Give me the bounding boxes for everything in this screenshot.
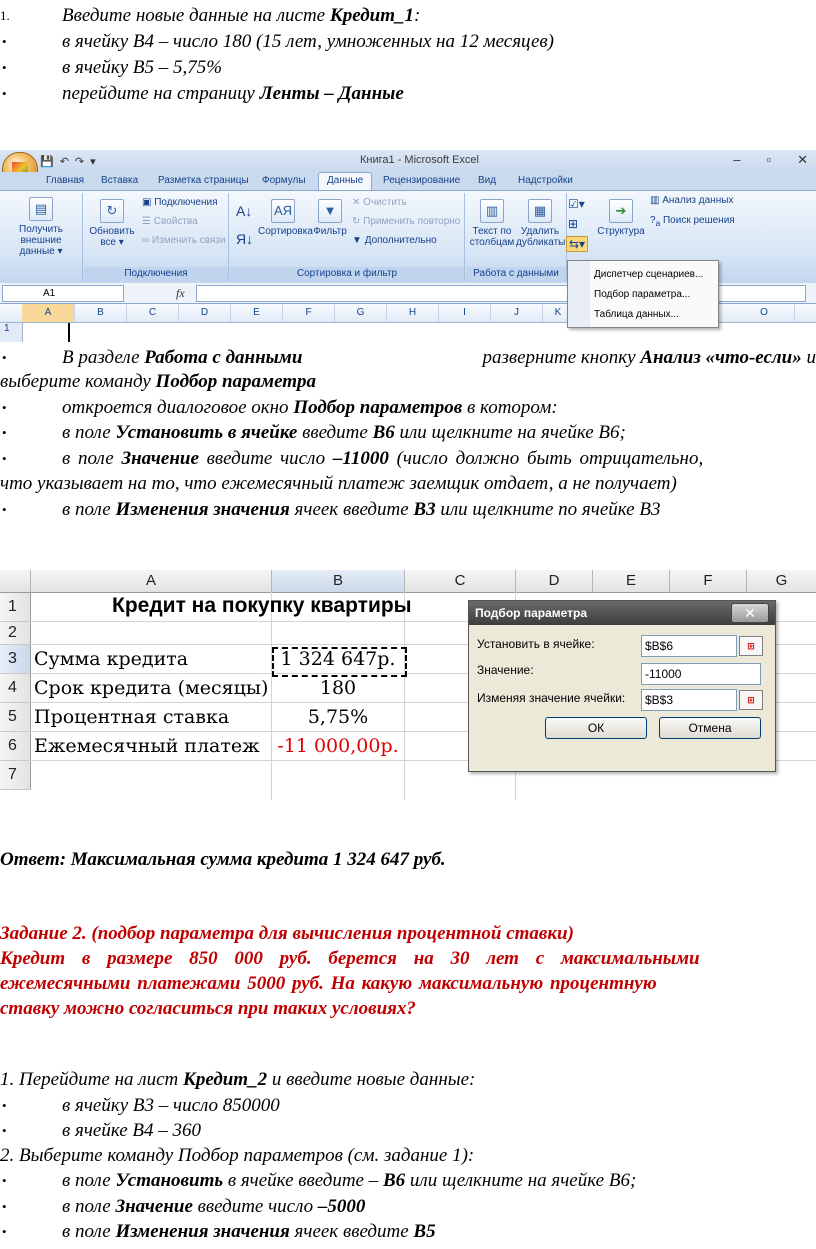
task2-text: ставку можно согласиться при таких условиях? <box>0 998 416 1019</box>
bullet-text: (число должно быть отрицательно, <box>388 448 704 469</box>
sheet-name: Кредит_2 <box>182 1069 268 1090</box>
row-header[interactable]: 6 <box>0 732 31 761</box>
changing-cell-input[interactable]: $B$3 <box>641 689 737 711</box>
bullet-text: в поле <box>62 1221 116 1242</box>
undo-icon[interactable]: ↶ <box>59 155 69 168</box>
text-to-columns-label: Текст по столбцам <box>469 226 515 248</box>
value-number: –11000 <box>332 448 389 469</box>
consolidate-icon[interactable]: ⊞ <box>568 217 579 231</box>
bullet-icon: • <box>2 1123 7 1138</box>
continuation-text: выберите команду <box>0 371 156 392</box>
dialog-name: Подбор параметров <box>293 397 463 418</box>
bullet-text: в поле <box>62 1170 116 1191</box>
row-header[interactable]: 5 <box>0 703 31 732</box>
column-header[interactable]: J <box>491 304 543 322</box>
value-input[interactable]: -11000 <box>641 663 761 685</box>
solver-label: Поиск решения <box>662 215 735 226</box>
step-1-text: Введите новые данные на листе <box>62 5 330 26</box>
group-label: Сортировка и фильтр <box>230 267 464 281</box>
ribbon-page-name: Ленты – Данные <box>259 83 404 104</box>
step-text: 1. Перейдите на лист <box>0 1069 183 1090</box>
cursor-marker <box>68 323 70 342</box>
spreadsheet-screenshot <box>0 570 816 800</box>
row-header[interactable]: 4 <box>0 674 31 703</box>
solver-button[interactable]: $?_a$ Поиск решения <box>650 215 735 228</box>
bullet-text: разверните кнопку <box>482 347 641 368</box>
sort-dialog-icon: АЯ <box>271 199 295 223</box>
group-label: Работа с данными <box>466 267 566 281</box>
cancel-button[interactable]: Отмена <box>659 717 761 739</box>
field-name: Значение <box>121 448 199 469</box>
column-header[interactable]: F <box>283 304 335 322</box>
sort-az-icon[interactable]: A↓ <box>236 203 253 219</box>
cell-ref: В5 <box>413 1221 436 1242</box>
bullet-text: ячеек введите <box>289 499 414 520</box>
tab-view[interactable]: Вид <box>478 175 497 186</box>
goal-seek-dialog <box>468 600 776 772</box>
column-header[interactable]: B <box>75 304 127 322</box>
tab-data[interactable]: Данные <box>318 172 372 192</box>
text-columns-icon: ▥ <box>480 199 504 223</box>
bullet-text: в поле <box>62 499 116 520</box>
cell-ref: В6 <box>382 1170 406 1191</box>
ok-button[interactable]: ОК <box>545 717 647 739</box>
window-title: Книга1 - Microsoft Excel <box>360 154 479 166</box>
answer-text: Ответ: Максимальная сумма кредита 1 324 647 руб. <box>0 849 446 870</box>
continuation-text: что указывает на то, что ежемесячный платеж заемщик отдает, а не получает) <box>0 473 677 494</box>
set-cell-label: Установить в ячейке: <box>477 637 595 651</box>
what-if-dropdown-menu <box>567 260 719 328</box>
command-name: Подбор параметра <box>155 371 317 392</box>
clear-label: Очистить <box>363 197 407 208</box>
bullet-text: в ячейку В5 – 5,75% <box>62 57 223 78</box>
sort-za-icon[interactable]: Я↓ <box>236 231 254 247</box>
customize-qat-icon[interactable]: ▾ <box>90 155 96 168</box>
tab-formulas[interactable]: Формулы <box>262 175 306 186</box>
title-bar <box>0 150 816 172</box>
bullet-icon: • <box>2 350 7 365</box>
row-header[interactable]: 7 <box>0 761 31 790</box>
outline-arrow-icon: ➔ <box>609 199 633 223</box>
properties-label: Свойства <box>153 216 198 227</box>
column-header[interactable]: A <box>31 570 272 593</box>
label-loan-amount[interactable]: Сумма кредита <box>34 648 189 670</box>
row-header[interactable]: 3 <box>0 645 31 674</box>
redo-icon[interactable]: ↷ <box>74 155 85 168</box>
column-header[interactable]: E <box>231 304 283 322</box>
column-header[interactable]: C <box>127 304 179 322</box>
column-header[interactable]: G <box>747 570 816 593</box>
bullet-icon: • <box>2 1224 7 1239</box>
restore-icon[interactable]: ▫ <box>766 152 772 167</box>
what-if-analysis-icon[interactable]: ⇆▾ <box>566 236 588 252</box>
menu-icon-strip <box>568 261 590 327</box>
tab-addins[interactable]: Надстройки <box>518 175 573 186</box>
bullet-text: или щелкните по ячейке В3 <box>435 499 661 520</box>
quick-access-toolbar <box>40 153 96 169</box>
task2-title: Задание 2. (подбор параметра для вычисления процентной ставки) <box>0 923 574 944</box>
edit-links-label: Изменить связи <box>151 235 226 246</box>
step-1-colon: : <box>414 5 421 26</box>
bullet-icon: • <box>2 60 7 75</box>
label-loan-term[interactable]: Срок кредита (месяцы) <box>34 677 269 699</box>
field-name: Изменения значения <box>115 499 290 520</box>
bullet-text: в поле <box>62 448 122 469</box>
bullet-text: в котором: <box>462 397 558 418</box>
select-all-corner[interactable] <box>0 304 23 322</box>
value-interest-rate[interactable]: 5,75% <box>307 706 369 728</box>
save-icon[interactable]: 💾 <box>40 155 54 168</box>
sheet-name: Кредит_1 <box>329 5 414 26</box>
label-interest-rate[interactable]: Процентная ставка <box>34 706 230 728</box>
function-icon[interactable]: fx <box>176 286 185 300</box>
close-icon[interactable]: ✕ <box>797 152 808 167</box>
row-header[interactable]: 1 <box>0 593 31 622</box>
bullet-text: и <box>801 347 816 368</box>
data-analysis-button[interactable]: ▥ Анализ данных <box>650 195 734 206</box>
outline-label: Структура <box>597 226 645 237</box>
value-label: Значение: <box>477 663 534 677</box>
bullet-text: в ячейке введите – <box>223 1170 383 1191</box>
bullet-text: в ячейку В4 – число 180 (15 лет, умноженных на 12 месяцев) <box>62 31 555 52</box>
task2-text: Кредит в размере 850 000 руб. берется на 30 лет с максимальными <box>0 948 700 969</box>
sort-button[interactable] <box>258 199 313 237</box>
clear-filter-button[interactable]: ✕ Очистить <box>352 197 407 208</box>
close-icon[interactable]: ✕ <box>731 603 769 623</box>
column-header[interactable]: O <box>734 304 795 322</box>
set-cell-input[interactable]: $B$6 <box>641 635 737 657</box>
range-picker-icon[interactable]: ⊞ <box>739 690 763 710</box>
bullet-text: в поле <box>62 422 116 443</box>
name-box[interactable]: A1 <box>2 285 124 302</box>
section-name: Работа с данными <box>144 347 303 368</box>
menu-item-data-table[interactable]: Таблица данных... <box>594 309 679 320</box>
refresh-all-button[interactable] <box>86 199 138 248</box>
value-monthly-payment[interactable]: -11 000,00р. <box>277 735 399 757</box>
bullet-icon: • <box>2 1098 7 1113</box>
properties-button[interactable]: ☰ Свойства <box>142 216 198 227</box>
refresh-all-label: Обновить все ▾ <box>89 226 135 248</box>
excel-ribbon-screenshot <box>0 150 816 342</box>
row-header[interactable]: 2 <box>0 622 31 645</box>
column-header[interactable]: A <box>22 304 75 322</box>
advanced-filter-button[interactable]: ▼ Дополнительно <box>352 235 437 246</box>
value-loan-term[interactable]: 180 <box>319 677 357 699</box>
bullet-text: введите <box>297 422 373 443</box>
bullet-text: ячеек введите <box>289 1221 414 1242</box>
menu-item-goal-seek[interactable]: Подбор параметра... <box>594 289 691 300</box>
field-name: Установить в ячейке <box>115 422 298 443</box>
group-sort-filter <box>230 193 465 281</box>
menu-item-scenario-manager[interactable]: Диспетчер сценариев... <box>594 269 704 280</box>
bullet-icon: • <box>2 400 7 415</box>
column-header[interactable]: D <box>516 570 593 593</box>
remove-duplicates-label: Удалить дубликаты <box>516 226 566 248</box>
group-label: Подключения <box>84 267 228 281</box>
bullet-icon: • <box>2 425 7 440</box>
bullet-text: В разделе <box>62 347 145 368</box>
field-name: Изменения значения <box>115 1221 290 1242</box>
bullet-icon: • <box>2 502 7 517</box>
range-picker-icon[interactable]: ⊞ <box>739 636 763 656</box>
window-controls <box>733 152 808 168</box>
filter-button[interactable] <box>312 199 348 237</box>
sort-label: Сортировка <box>258 226 313 237</box>
remove-duplicates-button[interactable] <box>516 199 564 248</box>
column-header[interactable]: E <box>593 570 670 593</box>
remove-duplicates-icon: ▦ <box>528 199 552 223</box>
step-number: 1. <box>0 8 10 23</box>
column-header[interactable]: C <box>405 570 516 593</box>
refresh-icon: ↻ <box>100 199 124 223</box>
task2-text: ежемесячными платежами 5000 руб. На какую максимальную процентную <box>0 973 657 994</box>
data-analysis-label: Анализ данных <box>662 195 734 206</box>
bullet-icon: • <box>2 86 7 101</box>
bullet-icon: • <box>2 34 7 49</box>
grid-line <box>404 592 405 800</box>
database-icon: ▤ <box>29 197 53 221</box>
reapply-filter-button[interactable]: ↻ Применить повторно <box>352 216 461 227</box>
column-header[interactable]: D <box>179 304 231 322</box>
tab-page-layout[interactable]: Разметка страницы <box>158 175 249 186</box>
cell-ref: В3 <box>413 499 436 520</box>
minimize-icon[interactable]: – <box>733 152 741 167</box>
bullet-text: откроется диалоговое окно <box>62 397 294 418</box>
group-get-external-data <box>0 193 83 281</box>
button-name: Анализ «что-если» <box>640 347 802 368</box>
filter-label: Фильтр <box>313 226 347 237</box>
column-header[interactable]: F <box>670 570 747 593</box>
column-header[interactable]: H <box>387 304 439 322</box>
column-header[interactable]: G <box>335 304 387 322</box>
outline-button[interactable] <box>596 199 646 237</box>
bullet-icon: • <box>2 1173 7 1188</box>
value-loan-amount[interactable]: 1 324 647р. <box>280 648 396 670</box>
bullet-text: введите число <box>192 1196 318 1217</box>
ribbon-tabs <box>0 172 816 190</box>
changing-cell-label: Изменяя значение ячейки: <box>477 691 626 705</box>
get-external-data-button[interactable] <box>4 197 78 257</box>
dialog-title: Подбор параметра <box>469 601 775 625</box>
tab-review[interactable]: Рецензирование <box>383 175 461 186</box>
filter-funnel-icon: ▼ <box>318 199 342 223</box>
step-text: 2. Выберите команду Подбор параметров (см. задание 1): <box>0 1145 475 1166</box>
advanced-label: Дополнительно <box>364 235 437 246</box>
bullet-text: или щелкните на ячейке В6; <box>405 1170 637 1191</box>
column-header[interactable]: I <box>439 304 491 322</box>
field-name: Установить <box>115 1170 224 1191</box>
sheet-title: Кредит на покупку квартиры <box>112 594 412 617</box>
text-to-columns-button[interactable] <box>468 199 516 248</box>
bullet-icon: • <box>2 451 7 466</box>
bullet-text: перейдите на страницу <box>62 83 260 104</box>
bullet-text: в ячейку В3 – число 850000 <box>62 1095 280 1116</box>
value-number: –5000 <box>317 1196 366 1217</box>
group-connections <box>84 193 229 281</box>
column-header[interactable]: K <box>543 304 574 322</box>
bullet-text: введите число <box>198 448 333 469</box>
tab-home[interactable]: Главная <box>46 175 85 186</box>
label-monthly-payment[interactable]: Ежемесячный платеж <box>34 735 260 757</box>
connections-label: Подключения <box>154 197 218 208</box>
select-all-corner[interactable] <box>0 570 31 593</box>
bullet-text: в ячейке В4 – 360 <box>62 1120 202 1141</box>
bullet-icon: • <box>2 1199 7 1214</box>
bullet-text: в поле <box>62 1196 116 1217</box>
tab-insert[interactable]: Вставка <box>101 175 139 186</box>
row-header[interactable]: 1 <box>0 323 23 342</box>
group-data-tools <box>466 193 567 281</box>
column-header[interactable]: B <box>272 570 405 593</box>
reapply-label: Применить повторно <box>363 216 461 227</box>
edit-links-button[interactable]: ∞ Изменить связи <box>142 235 226 246</box>
cell-ref: В6 <box>372 422 395 443</box>
connections-button[interactable]: ▣ Подключения <box>142 197 218 208</box>
get-external-data-label: Получить внешние данные ▾ <box>19 224 63 257</box>
field-name: Значение <box>115 1196 193 1217</box>
bullet-text: или щелкните на ячейке В6; <box>394 422 626 443</box>
data-validation-icon[interactable]: ☑▾ <box>568 197 585 211</box>
step-text: и введите новые данные: <box>267 1069 476 1090</box>
